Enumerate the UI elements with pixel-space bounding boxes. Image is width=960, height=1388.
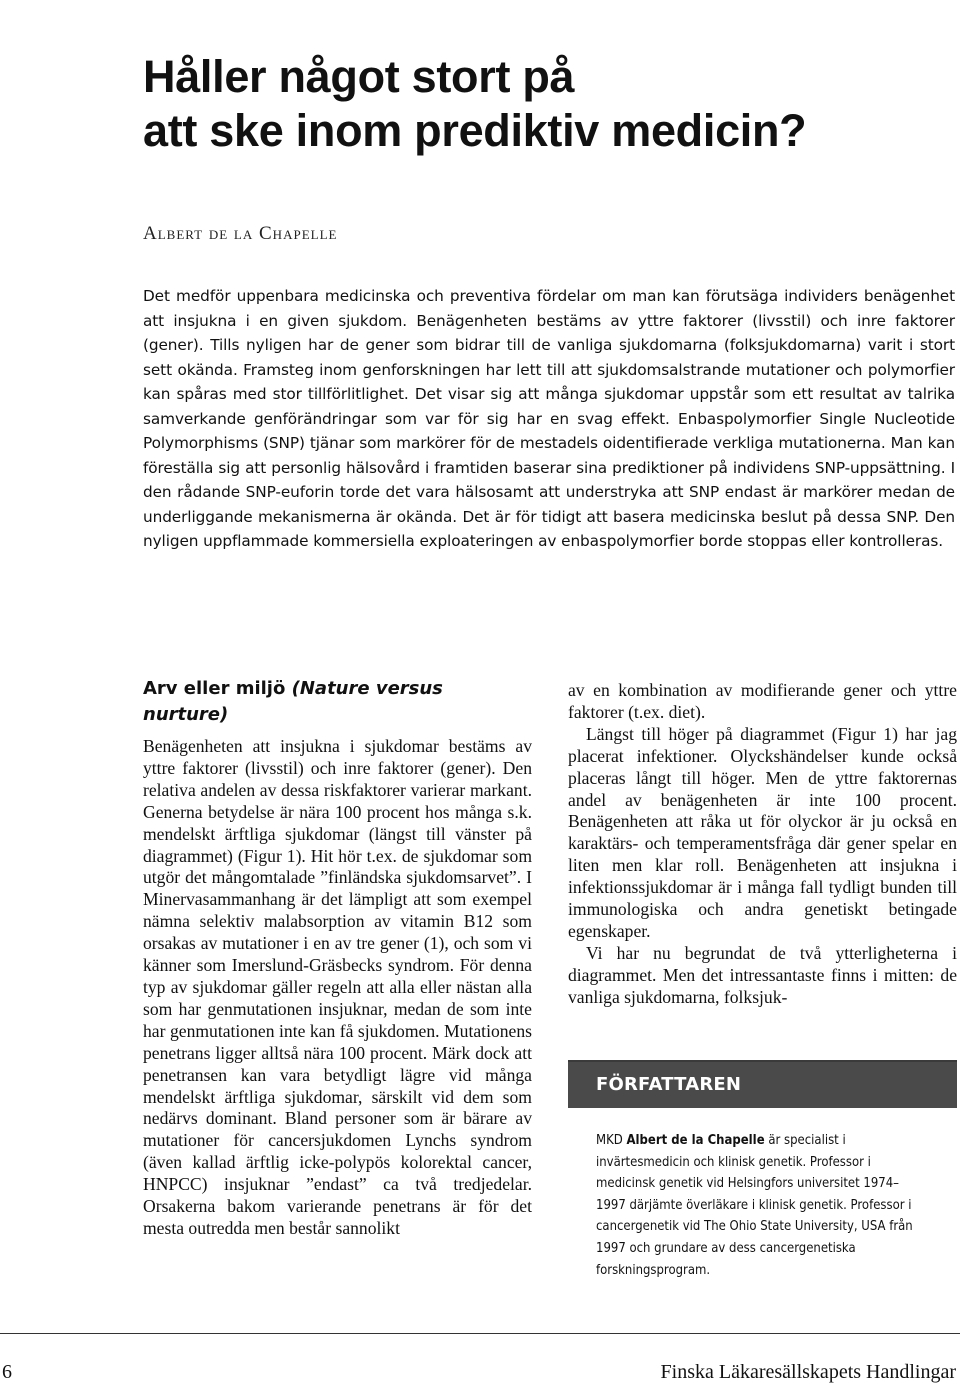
- page-number: 6: [2, 1361, 12, 1383]
- right-paragraph-2: Längst till höger på diagrammet (Figur 1) har jag placerat infektioner. Olyckshändelser kunde också placeras långt till höger. Men de yttre faktorernas andel av benägenheten är inte 100 procent. Benägenheten att råka ut för olyckor är ju också en karaktärs- och temperamentsfråga där gener spelar en liten men klar roll. Benägenheten att insjukna i infektionssjukdomar är i många fall tydligt bunden till immunologiska och andra genetiskt betingade egenskaper.: [568, 723, 957, 941]
- author-box-bio: är specialist i invärtesmedicin och klinisk genetik. Professor i medicinsk genetik vid Helsingfors universitet 1974–1997 därjämte överläkare i klinisk genetik. Professor i cancergenetik vid The Ohio State University, USA från 1997 och grundare av dess cancergenetiska forskningsprogram.: [596, 1132, 913, 1278]
- author-box-name: Albert de la Chapelle: [626, 1132, 765, 1148]
- article-title: [143, 50, 923, 158]
- right-paragraph-1: av en kombination av modifierande gener och yttre faktorer (t.ex. diet).: [568, 680, 957, 722]
- author-box-heading: FÖRFATTAREN: [568, 1062, 957, 1108]
- right-column: [568, 680, 957, 1009]
- author-info-box: [568, 1060, 957, 1302]
- author-box-prefix: MKD: [596, 1132, 627, 1148]
- section-heading: [143, 676, 532, 728]
- journal-name: Finska Läkaresällskapets Handlingar: [660, 1361, 956, 1383]
- footer-divider: [0, 1333, 960, 1334]
- author-byline: Albert de la Chapelle: [143, 223, 338, 244]
- right-paragraph-3: Vi har nu begrundat de två ytterligheterna i diagrammet. Men det intressantaste finns i mitten: de vanliga sjukdomarna, folksjuk-: [568, 942, 957, 1007]
- title-line-2: att ske inom prediktiv medicin?: [143, 105, 807, 156]
- title-line-1: Håller något stort på: [143, 51, 575, 102]
- left-column: [143, 676, 532, 1240]
- section-heading-italic: (Nature versus nurture): [143, 678, 443, 725]
- author-box-text: [596, 1130, 926, 1281]
- section-heading-main: Arv eller miljö: [143, 678, 286, 699]
- abstract-text: Det medför uppenbara medicinska och preventiva fördelar om man kan förutsäga individers benägenhet att insjukna i en given sjukdom. Benägenheten bestäms av yttre faktorer (livsstil) och inre faktorer (gener). Tills nyligen har de gener som bidrar till de vanliga sjukdomarna (folksjukdomarna) varit i stort sett okända. Framsteg inom genforskningen har lett till att sjukdomsalstrande mutationer och polymorfier kan spåras med stor tillförlitlighet. Det visar sig att många sjukdomar uppstår som ett resultat av talrika samverkande genförändringar som var för sig har en svag effekt. Enbaspolymorfier Single Nucleotide Polymorphisms (SNP) tjänar som markörer för de mestadels oidentifierade verkliga mutationerna. Man kan föreställa sig att personlig hälsovård i framtiden baserar sina prediktioner på individens SNP-uppsättning. I den rådande SNP-euforin torde det vara hälsosamt att understryka att SNP endast är markörer medan de underliggande mekanismerna är okända. Det är för tidigt att basera medicinska beslut på dessa SNP. Den nyligen uppflammade kommersiella exploateringen av enbaspolymorfier borde stoppas eller kontrolleras.: [143, 287, 955, 550]
- left-body-text: Benägenheten att insjukna i sjukdomar bestäms av yttre faktorer (livsstil) och inre faktorer (gener). Den relativa andelen av dessa riskfaktorer varierar markant. Generna betydelse är nära 100 procent hos många s.k. mendelskt ärftliga sjukdomar (längst till vänster på diagrammet) (Figur 1). Hit hör t.ex. de sjukdomar som utgör det mångomtalade ”finländska sjukdomsarvet”. I Minervasammanhang är det lämpligt att som exempel nämna selektiv malabsorption av vitamin B12 som orsakas av mutationer i en av tre gener (1), och som vi känner som Imerslund-Gräsbecks syndrom. För denna typ av sjukdomar gäller regeln att alla eller nästan alla som har genmutationen insjuknar, medan de som inte har genmutationen inte kan få sjukdomen. Mutationens penetrans ligger alltså nära 100 procent. Märk dock att penetransen kan vara betydligt lägre vid många mendelskt ärftliga sjukdomar, särskilt vid dem som nedärvs dominant. Bland personer som är bärare av mutationer för cancersjukdomen Lynchs syndrom (även kallad ärftlig icke-polypös kolorektal cancer, HNPCC) insjuknar ”endast” ca två tredjedelar. Orsakerna bakom varierande penetrans är för det mesta outredda men består sannolikt: [143, 736, 532, 1238]
